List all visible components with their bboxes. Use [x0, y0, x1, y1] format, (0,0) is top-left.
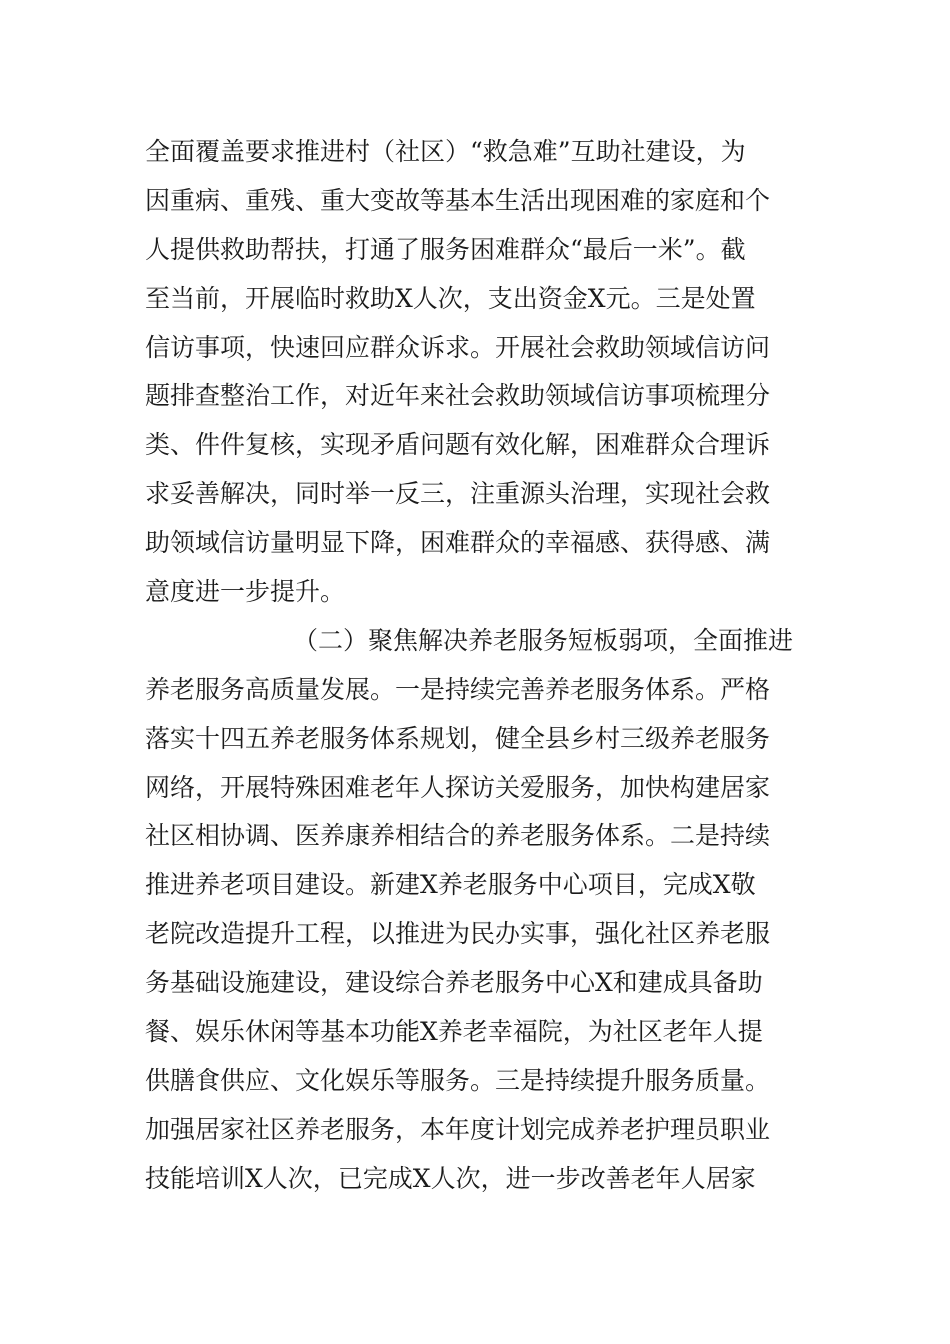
- text-line-1: 全面覆盖要求推进村（社区）“救急难”互助社建设，为: [145, 137, 746, 166]
- text-line-16: 推进养老项目建设。新建X养老服务中心项目，完成X敬: [145, 870, 756, 900]
- text-line-19: 餐、娱乐休闲等基本功能X养老幸福院，为社区老年人提: [145, 1017, 763, 1047]
- text-line-10: 意度进一步提升。: [145, 577, 346, 607]
- text-line-8: 求妥善解决，同时举一反三，注重源头治理，实现社会救: [145, 479, 771, 509]
- text-line-5: 信访事项，快速回应群众诉求。开展社会救助领域信访问: [145, 332, 771, 362]
- text-line-6: 题排查整治工作，对近年来社会救助领域信访事项梳理分: [145, 381, 771, 411]
- text-line-21: 加强居家社区养老服务，本年度计划完成养老护理员职业: [145, 1114, 771, 1144]
- text-line-15: 社区相协调、医养康养相结合的养老服务体系。二是持续: [145, 821, 771, 851]
- text-line-9: 助领域信访量明显下降，困难群众的幸福感、获得感、满: [145, 528, 771, 558]
- body-text: [145, 128, 810, 1204]
- text-line-17: 老院改造提升工程，以推进为民办实事，强化社区养老服: [145, 919, 771, 949]
- text-line-18: 务基础设施建设，建设综合养老服务中心X和建成具备助: [145, 968, 763, 998]
- section-heading-line: （二）聚焦解决养老服务短板弱项，全面推进: [293, 625, 794, 655]
- text-line-22: 技能培训X人次，已完成X人次，进一步改善老年人居家: [145, 1163, 756, 1193]
- text-line-4: 至当前，开展临时救助X人次，支出资金X元。三是处置: [145, 283, 756, 313]
- text-line-14: 网络，开展特殊困难老年人探访关爱服务，加快构建居家: [145, 772, 771, 802]
- text-line-12: 养老服务高质量发展。一是持续完善养老服务体系。严格: [145, 674, 771, 704]
- text-line-2: 因重病、重残、重大变故等基本生活出现困难的家庭和个: [145, 185, 771, 215]
- text-line-7: 类、件件复核，实现矛盾问题有效化解，困难群众合理诉: [145, 430, 771, 460]
- text-line-20: 供膳食供应、文化娱乐等服务。三是持续提升服务质量。: [145, 1065, 771, 1095]
- text-line-13: 落实十四五养老服务体系规划，健全县乡村三级养老服务: [145, 723, 771, 753]
- text-line-3: 人提供救助帮扶，打通了服务困难群众“最后一米”。截: [145, 234, 746, 264]
